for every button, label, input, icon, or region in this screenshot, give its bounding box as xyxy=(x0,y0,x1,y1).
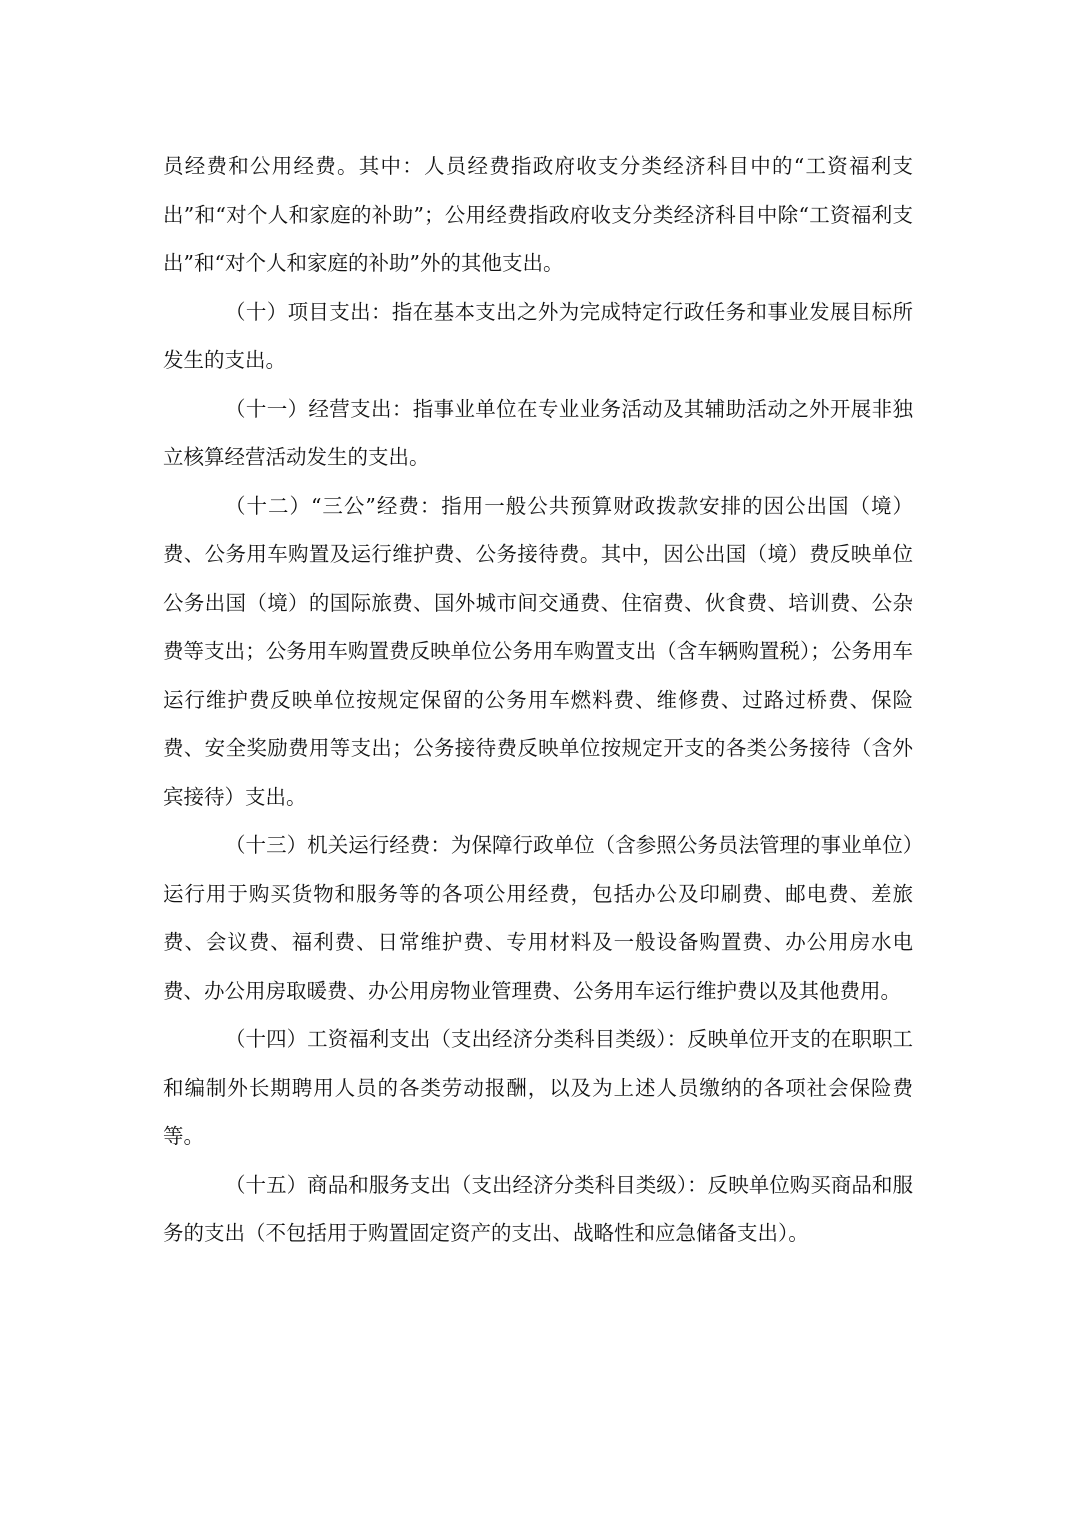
paragraph-personnel-public-expenses: 员经费和公用经费。其中：人员经费指政府收支分类经济科目中的“工资福利支出”和“对个人和家庭的补助”；公用经费指政府收支分类经济科目中除“工资福利支出”和“对个人和家庭的补助”外的其他支出。 xyxy=(163,154,913,275)
paragraph-operating-expenditure: （十一）经营支出：指事业单位在专业业务活动及其辅助活动之外开展非独立核算经营活动发生的支出。 xyxy=(163,396,913,469)
paragraph-agency-operating-expenses: （十三）机关运行经费：为保障行政单位（含参照公务员法管理的事业单位）运行用于购买货物和服务等的各项公用经费，包括办公及印刷费、邮电费、差旅费、会议费、福利费、日常维护费、专用材料及一般设备购置费、办公用房水电费、办公用房取暖费、办公用房物业管理费、公务用车运行维护费以及其他费用。 xyxy=(163,833,913,1003)
paragraph-project-expenditure: （十）项目支出：指在基本支出之外为完成特定行政任务和事业发展目标所发生的支出。 xyxy=(163,299,913,372)
document-body xyxy=(163,142,913,1258)
paragraph-wage-welfare-expenditure: （十四）工资福利支出（支出经济分类科目类级）：反映单位开支的在职职工和编制外长期聘用人员的各类劳动报酬，以及为上述人员缴纳的各项社会保险费等。 xyxy=(163,1027,913,1148)
paragraph-goods-services-expenditure: （十五）商品和服务支出（支出经济分类科目类级）：反映单位购买商品和服务的支出（不包括用于购置固定资产的支出、战略性和应急储备支出）。 xyxy=(163,1172,913,1245)
paragraph-three-public-expenses: （十二）“三公”经费：指用一般公共预算财政拨款安排的因公出国（境）费、公务用车购置及运行维护费、公务接待费。其中，因公出国（境）费反映单位公务出国（境）的国际旅费、国外城市间交通费、住宿费、伙食费、培训费、公杂费等支出；公务用车购置费反映单位公务用车购置支出（含车辆购置税）；公务用车运行维护费反映单位按规定保留的公务用车燃料费、维修费、过路过桥费、保险费、安全奖励费用等支出；公务接待费反映单位按规定开支的各类公务接待（含外宾接待）支出。 xyxy=(163,493,913,809)
